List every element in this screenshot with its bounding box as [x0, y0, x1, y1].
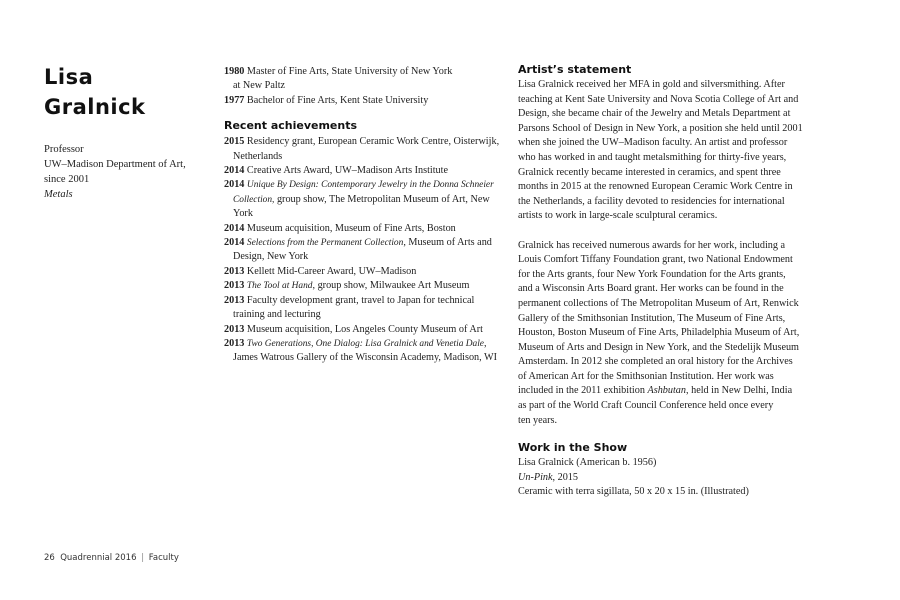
achievement-item [224, 337, 502, 366]
achievement-text: , Museum of Arts and [403, 237, 492, 249]
achievement-item [224, 178, 502, 221]
statement-line: who has worked in and taught metalsmithing for thirty-five years, [518, 151, 787, 163]
achievement-text: James Watrous Gallery of the Wisconsin Academy, Madison, WI [233, 352, 498, 364]
statement-line: Parsons School of Design in New York, a position she held until 2001 [518, 122, 803, 134]
education-line: Bachelor of Fine Arts, Kent State University [246, 94, 429, 106]
exhibition-title: Ashbutan [647, 385, 686, 397]
work-medium: Ceramic with terra sigillata, 50 x 20 x 15 in. (Illustrated) [518, 486, 749, 498]
artist-column [44, 62, 204, 202]
achievements-list [224, 135, 502, 366]
work-details [518, 456, 803, 500]
achievement-year: 2014 [224, 179, 245, 191]
achievement-text: Creative Arts Award, UW–Madison Arts Institute [246, 165, 449, 177]
achievement-item [224, 265, 502, 279]
statement-paragraph-1 [518, 78, 803, 224]
achievement-title: Collection, [233, 194, 275, 205]
education-year: 1977 [224, 94, 245, 106]
statement-line: months in 2015 at the renowned European Ceramic Work Centre in [518, 181, 793, 193]
statement-line: Lisa Gralnick received her MFA in gold and silversmithing. After [518, 79, 785, 90]
achievements-heading: Recent achievements [224, 119, 358, 133]
statement-line: Amsterdam. In 2012 she completed an oral history for the Archives [518, 356, 793, 368]
achievement-text: Design, New York [233, 251, 309, 263]
achievement-text: Museum acquisition, Los Angeles County Museum of Art [246, 323, 483, 335]
education-entry [224, 65, 502, 94]
education-entry [224, 94, 502, 108]
education-list [224, 65, 502, 108]
achievement-text: group show, The Metropolitan Museum of Art, New York [233, 193, 490, 220]
achievement-item [224, 164, 502, 178]
achievement-text: , group show, Milwaukee Art Museum [312, 280, 470, 292]
education-line: Master of Fine Arts, State University of New York [246, 66, 453, 77]
education-year: 1980 [224, 66, 245, 77]
page-footer [44, 553, 179, 563]
footer-separator: | [141, 553, 145, 563]
achievement-item [224, 135, 502, 164]
statement-line: for the Arts grants, four New York Foundation for the Arts grants, [518, 268, 786, 280]
achievement-text: Kellett Mid-Career Award, UW–Madison [246, 265, 417, 277]
achievement-text: Museum acquisition, Museum of Fine Arts, Boston [246, 222, 456, 234]
work-artist: Lisa Gralnick (American b. 1956) [518, 457, 657, 469]
statement-line: Museum of Arts and Design in New York, and the Stedelijk Museum [518, 341, 799, 353]
achievement-text: Residency grant, European Ceramic Work Centre, Oisterwijk, [246, 136, 500, 148]
statement-line: Houston, Boston Museum of Fine Arts, Philadelphia Museum of Art, [518, 327, 800, 339]
statement-line: of American Art for the Smithsonian Institution. Her work was [518, 370, 774, 382]
statement-line: included in the 2011 exhibition [518, 385, 648, 397]
achievement-year: 2014 [224, 222, 245, 234]
achievement-text: , [483, 337, 487, 349]
achievement-year: 2013 [224, 323, 245, 335]
achievement-text: Faculty development grant, travel to Japan for technical [246, 294, 475, 306]
education-line: at New Paltz [233, 80, 286, 92]
statement-line: the Netherlands, a facility devoted to residencies for international [518, 195, 785, 207]
achievement-text: Netherlands [233, 150, 283, 162]
achievement-item [224, 236, 502, 265]
achievement-year: 2015 [224, 136, 245, 148]
paragraph-gap [518, 224, 803, 239]
statement-line: ten years. [518, 414, 558, 426]
achievement-text: training and lecturing [233, 309, 321, 321]
achievement-year: 2013 [224, 265, 245, 277]
statement-line: Gralnick has received numerous awards for her work, including a [518, 239, 786, 251]
statement-paragraph-2 [518, 239, 803, 429]
achievement-title: Two Generations, One Dialog: Lisa Gralnick and Venetia Dale [246, 338, 484, 349]
work-title: Un-Pink [518, 471, 553, 483]
statement-heading: Artist’s statement [518, 63, 632, 76]
work-title-line [518, 471, 803, 486]
artist-last-name: Gralnick [44, 95, 146, 119]
work-year: , 2015 [552, 471, 578, 483]
achievement-item [224, 294, 502, 323]
achievement-year: 2013 [224, 294, 245, 306]
artist-area: Metals [44, 189, 73, 200]
achievement-title: The Tool at Hand [246, 281, 313, 292]
page-number: 26 [44, 553, 55, 563]
achievement-year: 2013 [224, 337, 245, 349]
statement-line: Gralnick recently became interested in ceramics, and spent three [518, 166, 781, 178]
work-heading: Work in the Show [518, 441, 628, 455]
achievement-year: 2014 [224, 165, 245, 177]
statement-line: , held in New Delhi, India [686, 385, 793, 397]
achievement-item [224, 323, 502, 337]
statement-line: Design, she became chair of the Jewelry and Metals Department at [518, 108, 791, 120]
artist-title: Professor [44, 144, 84, 155]
achievement-year: 2013 [224, 280, 245, 292]
achievement-year: 2014 [224, 237, 245, 249]
statement-line: artists to work in large-scale sculptural ceramics. [518, 210, 718, 222]
statement-column [518, 62, 803, 500]
achievement-item [224, 222, 502, 236]
achievement-title: Selections from the Permanent Collection [246, 238, 404, 249]
artist-position [44, 142, 204, 202]
achievement-title: Unique By Design: Contemporary Jewelry in the Donna Schneier [246, 180, 494, 191]
cv-column [224, 62, 502, 366]
statement-line: teaching at Kent Sate University and Nova Scotia College of Art and [518, 93, 799, 105]
achievement-item [224, 279, 502, 293]
statement-line: permanent collections of The Metropolitan Museum of Art, Renwick [518, 297, 799, 309]
statement-line: and a Wisconsin Arts Board grant. Her works can be found in the [518, 283, 784, 295]
artist-since: since 2001 [44, 174, 90, 185]
artist-first-name: Lisa [44, 65, 94, 89]
artist-department: UW–Madison Department of Art, [44, 159, 186, 170]
publication-name: Quadrennial 2016 [60, 553, 137, 563]
statement-line: Louis Comfort Tiffany Foundation grant, two National Endowment [518, 254, 793, 266]
statement-line: as part of the World Craft Council Conference held once every [518, 400, 774, 412]
statement-line: Gallery of the Smithsonian Institution, The Museum of Fine Arts, [518, 312, 786, 324]
statement-line: when she joined the UW–Madison faculty. An artist and professor [518, 137, 788, 149]
section-name: Faculty [148, 553, 179, 563]
artist-name [44, 62, 204, 122]
